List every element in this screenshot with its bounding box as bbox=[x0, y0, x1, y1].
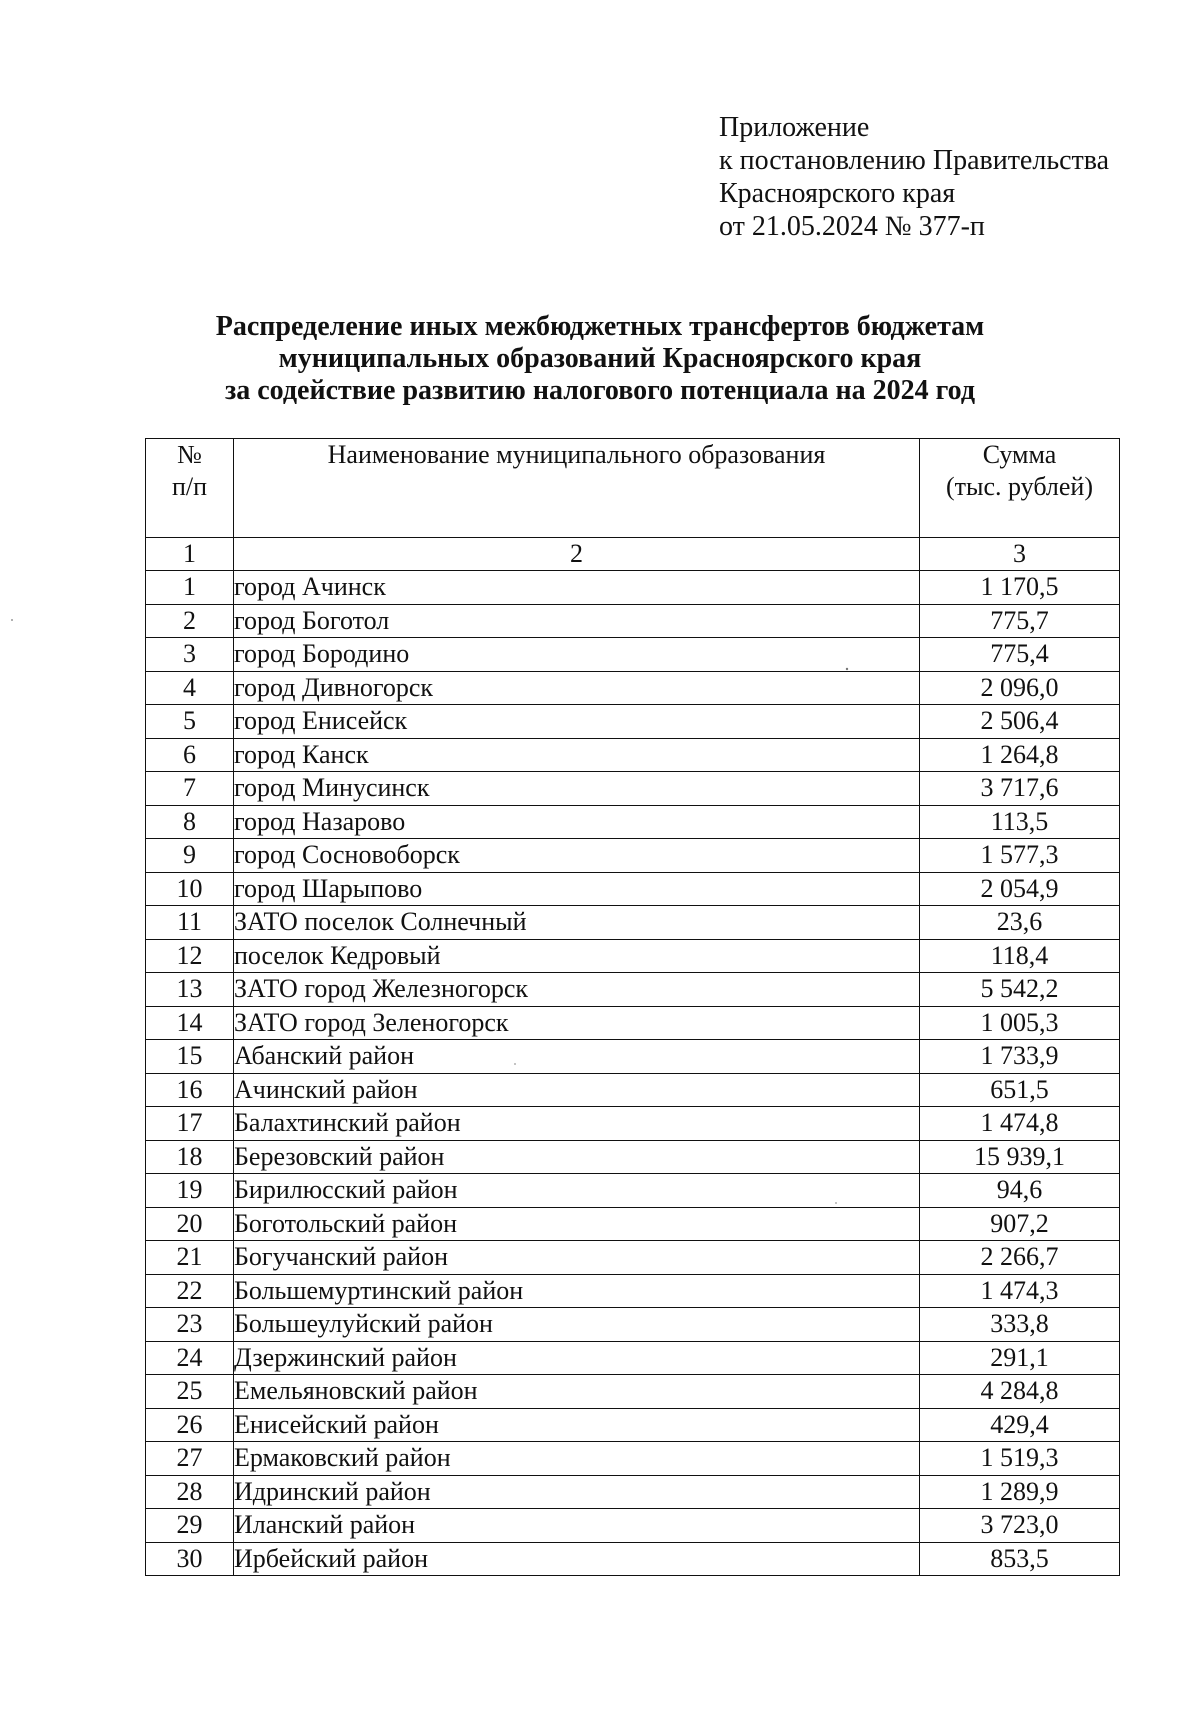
table-row bbox=[146, 1107, 1120, 1141]
municipality-name: Иланский район bbox=[234, 1509, 920, 1543]
row-number: 4 bbox=[146, 671, 234, 705]
table-row bbox=[146, 1509, 1120, 1543]
table-row bbox=[146, 1475, 1120, 1509]
row-amount: 775,4 bbox=[920, 638, 1120, 672]
municipality-name: Бирилюсский район bbox=[234, 1174, 920, 1208]
column-index: 3 bbox=[920, 538, 1120, 571]
row-number: 6 bbox=[146, 738, 234, 772]
row-number: 9 bbox=[146, 839, 234, 873]
municipality-name: Абанский район bbox=[234, 1040, 920, 1074]
table-body bbox=[146, 571, 1120, 1576]
row-number: 12 bbox=[146, 939, 234, 973]
row-amount: 1 264,8 bbox=[920, 738, 1120, 772]
table-row bbox=[146, 1241, 1120, 1275]
row-amount: 1 474,8 bbox=[920, 1107, 1120, 1141]
municipality-name: Большемуртинский район bbox=[234, 1274, 920, 1308]
appendix-line: от 21.05.2024 № 377-п bbox=[719, 211, 985, 242]
row-number: 22 bbox=[146, 1274, 234, 1308]
row-amount: 429,4 bbox=[920, 1408, 1120, 1442]
municipality-name: город Назарово bbox=[234, 805, 920, 839]
row-amount: 113,5 bbox=[920, 805, 1120, 839]
row-amount: 4 284,8 bbox=[920, 1375, 1120, 1409]
table-row bbox=[146, 1408, 1120, 1442]
table-row bbox=[146, 939, 1120, 973]
municipality-name: ЗАТО город Зеленогорск bbox=[234, 1006, 920, 1040]
row-number: 23 bbox=[146, 1308, 234, 1342]
municipality-name: Дзержинский район bbox=[234, 1341, 920, 1375]
row-number: 19 bbox=[146, 1174, 234, 1208]
header-name-text: Наименование муниципального образования bbox=[327, 440, 826, 469]
row-amount: 2 506,4 bbox=[920, 705, 1120, 739]
table-row bbox=[146, 1006, 1120, 1040]
appendix-line: к постановлению Правительства bbox=[719, 145, 1110, 176]
row-amount: 775,7 bbox=[920, 604, 1120, 638]
row-number: 21 bbox=[146, 1241, 234, 1275]
row-amount: 291,1 bbox=[920, 1341, 1120, 1375]
row-number: 3 bbox=[146, 638, 234, 672]
row-number: 5 bbox=[146, 705, 234, 739]
row-number: 10 bbox=[146, 872, 234, 906]
municipality-name: город Бородино bbox=[234, 638, 920, 672]
municipality-name: ЗАТО город Железногорск bbox=[234, 973, 920, 1007]
table-row bbox=[146, 705, 1120, 739]
header-sum-line1: Сумма bbox=[982, 440, 1057, 469]
row-amount: 1 474,3 bbox=[920, 1274, 1120, 1308]
table-row bbox=[146, 604, 1120, 638]
row-number: 18 bbox=[146, 1140, 234, 1174]
municipality-name: Березовский район bbox=[234, 1140, 920, 1174]
table-row bbox=[146, 1308, 1120, 1342]
row-number: 29 bbox=[146, 1509, 234, 1543]
row-amount: 1 519,3 bbox=[920, 1442, 1120, 1476]
municipality-name: город Боготол bbox=[234, 604, 920, 638]
municipality-name: Боготольский район bbox=[234, 1207, 920, 1241]
row-amount: 15 939,1 bbox=[920, 1140, 1120, 1174]
column-index-row bbox=[146, 538, 1120, 571]
municipality-name: Емельяновский район bbox=[234, 1375, 920, 1409]
column-index: 1 bbox=[146, 538, 234, 571]
municipality-name: город Шарыпово bbox=[234, 872, 920, 906]
row-amount: 3 723,0 bbox=[920, 1509, 1120, 1543]
row-amount: 2 054,9 bbox=[920, 872, 1120, 906]
table-row bbox=[146, 1140, 1120, 1174]
municipality-name: город Канск bbox=[234, 738, 920, 772]
row-amount: 1 289,9 bbox=[920, 1475, 1120, 1509]
municipality-name: город Дивногорск bbox=[234, 671, 920, 705]
table-row bbox=[146, 1442, 1120, 1476]
table-row bbox=[146, 1542, 1120, 1576]
appendix-block bbox=[719, 111, 1109, 243]
municipality-name: ЗАТО поселок Солнечный bbox=[234, 906, 920, 940]
title-line: Распределение иных межбюджетных трансфертов бюджетам bbox=[215, 311, 985, 342]
header-number bbox=[146, 439, 234, 538]
row-amount: 853,5 bbox=[920, 1542, 1120, 1576]
header-number-line2: п/п bbox=[171, 472, 208, 501]
municipality-name: Балахтинский район bbox=[234, 1107, 920, 1141]
municipality-name: Большеулуйский район bbox=[234, 1308, 920, 1342]
table-row bbox=[146, 1073, 1120, 1107]
table-row bbox=[146, 638, 1120, 672]
municipality-name: город Ачинск bbox=[234, 571, 920, 605]
table-row bbox=[146, 671, 1120, 705]
municipality-name: город Сосновоборск bbox=[234, 839, 920, 873]
table-row bbox=[146, 1207, 1120, 1241]
appendix-line: Красноярского края bbox=[719, 178, 956, 209]
table-row bbox=[146, 1375, 1120, 1409]
table-row bbox=[146, 906, 1120, 940]
row-amount: 94,6 bbox=[920, 1174, 1120, 1208]
row-amount: 2 096,0 bbox=[920, 671, 1120, 705]
header-sum-line2: (тыс. рублей) bbox=[945, 472, 1093, 501]
row-number: 28 bbox=[146, 1475, 234, 1509]
row-amount: 118,4 bbox=[920, 939, 1120, 973]
municipality-name: город Енисейск bbox=[234, 705, 920, 739]
table-row bbox=[146, 872, 1120, 906]
table-row bbox=[146, 738, 1120, 772]
column-index: 2 bbox=[234, 538, 920, 571]
row-amount: 1 170,5 bbox=[920, 571, 1120, 605]
row-number: 30 bbox=[146, 1542, 234, 1576]
row-number: 2 bbox=[146, 604, 234, 638]
table-row bbox=[146, 805, 1120, 839]
row-number: 7 bbox=[146, 772, 234, 806]
header-sum bbox=[920, 439, 1120, 538]
row-number: 8 bbox=[146, 805, 234, 839]
municipality-name: Енисейский район bbox=[234, 1408, 920, 1442]
table-row bbox=[146, 1341, 1120, 1375]
municipality-name: Идринский район bbox=[234, 1475, 920, 1509]
row-number: 25 bbox=[146, 1375, 234, 1409]
table-row bbox=[146, 839, 1120, 873]
row-number: 14 bbox=[146, 1006, 234, 1040]
row-amount: 1 577,3 bbox=[920, 839, 1120, 873]
row-number: 17 bbox=[146, 1107, 234, 1141]
row-number: 1 bbox=[146, 571, 234, 605]
municipality-name: Ачинский район bbox=[234, 1073, 920, 1107]
scan-speck bbox=[11, 619, 13, 621]
table-row bbox=[146, 1174, 1120, 1208]
row-amount: 2 266,7 bbox=[920, 1241, 1120, 1275]
row-amount: 907,2 bbox=[920, 1207, 1120, 1241]
document-title bbox=[0, 311, 1200, 407]
row-number: 15 bbox=[146, 1040, 234, 1074]
municipality-name: Ермаковский район bbox=[234, 1442, 920, 1476]
row-number: 20 bbox=[146, 1207, 234, 1241]
municipality-name: город Минусинск bbox=[234, 772, 920, 806]
appendix-line: Приложение bbox=[719, 112, 870, 143]
table-row bbox=[146, 571, 1120, 605]
table-row bbox=[146, 973, 1120, 1007]
table-row bbox=[146, 772, 1120, 806]
header-name bbox=[234, 439, 920, 538]
row-amount: 3 717,6 bbox=[920, 772, 1120, 806]
table-row bbox=[146, 1274, 1120, 1308]
row-number: 16 bbox=[146, 1073, 234, 1107]
row-number: 27 bbox=[146, 1442, 234, 1476]
distribution-table bbox=[145, 438, 1120, 1576]
row-amount: 1 005,3 bbox=[920, 1006, 1120, 1040]
row-number: 11 bbox=[146, 906, 234, 940]
row-number: 24 bbox=[146, 1341, 234, 1375]
header-number-line1: № bbox=[177, 440, 202, 469]
municipality-name: поселок Кедровый bbox=[234, 939, 920, 973]
row-amount: 1 733,9 bbox=[920, 1040, 1120, 1074]
municipality-name: Ирбейский район bbox=[234, 1542, 920, 1576]
municipality-name: Богучанский район bbox=[234, 1241, 920, 1275]
row-number: 26 bbox=[146, 1408, 234, 1442]
table-row bbox=[146, 1040, 1120, 1074]
row-amount: 333,8 bbox=[920, 1308, 1120, 1342]
title-line: за содействие развитию налогового потенциала на 2024 год bbox=[225, 375, 975, 406]
row-amount: 5 542,2 bbox=[920, 973, 1120, 1007]
table-header-row bbox=[146, 439, 1120, 538]
row-amount: 651,5 bbox=[920, 1073, 1120, 1107]
row-number: 13 bbox=[146, 973, 234, 1007]
title-line: муниципальных образований Красноярского края bbox=[278, 343, 922, 374]
row-amount: 23,6 bbox=[920, 906, 1120, 940]
